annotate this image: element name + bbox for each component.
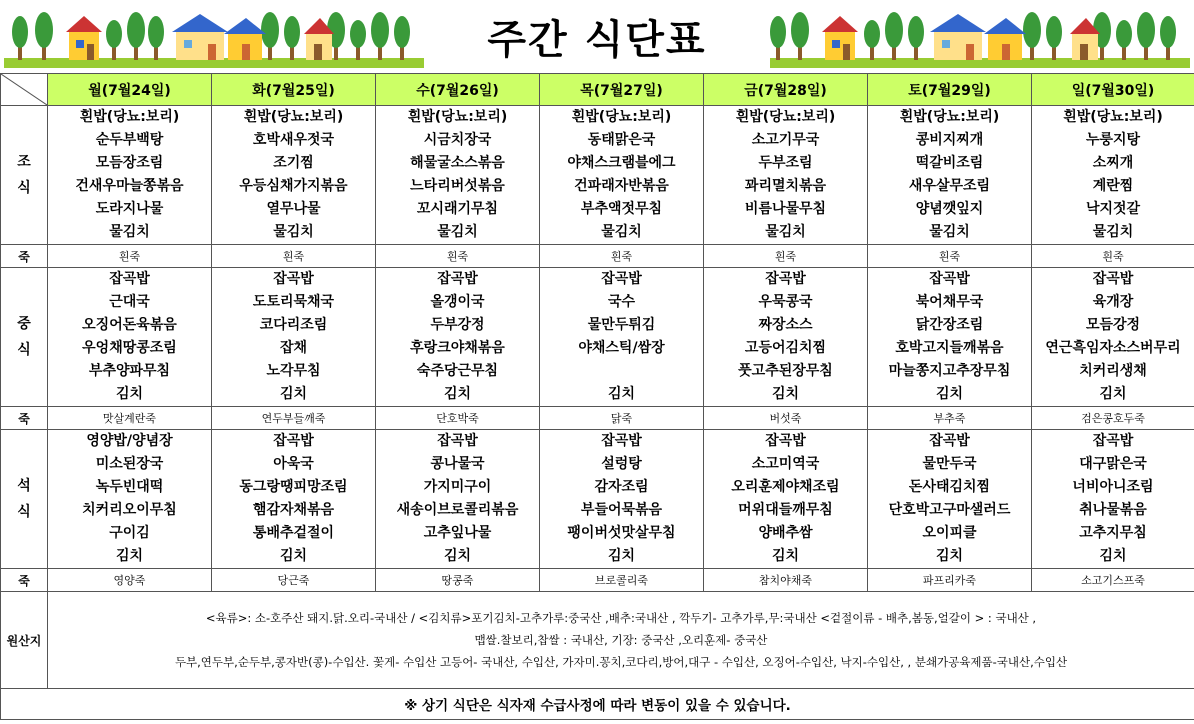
- dish-item: 노각무침: [266, 363, 321, 379]
- dish-item: 물만두튀김: [587, 317, 656, 333]
- dish-item: 흰밥(당뇨:보리): [735, 109, 836, 125]
- dish-item: 팽이버섯맛살무침: [567, 525, 676, 541]
- village-illustration-left: [4, 4, 424, 68]
- dish-item: 김치: [935, 386, 964, 402]
- dish-item: 가지미구이: [423, 479, 492, 495]
- juk-item: 단호박죽: [376, 407, 540, 430]
- dish-item: 김치: [771, 386, 800, 402]
- dish-item: 짜장소스: [758, 317, 813, 333]
- dish-item: 비름나물무침: [744, 201, 827, 217]
- dish-item: 잡곡밥: [437, 271, 478, 287]
- dish-item: 느타리버섯볶음: [410, 178, 505, 194]
- dish-item: 김치: [935, 548, 964, 564]
- dish-item: 호박고지들깨볶음: [895, 340, 1004, 356]
- juk-item: 흰죽: [48, 245, 212, 268]
- dish-item: 동태맑은국: [587, 132, 656, 148]
- meal-cell: [48, 430, 212, 569]
- dish-item: 설렁탕: [601, 456, 642, 472]
- dish-item: 양배추쌈: [758, 525, 813, 541]
- banner: [0, 0, 1194, 72]
- dish-item: 고추잎나물: [423, 525, 492, 541]
- meal-cell: [540, 430, 704, 569]
- juk-row: [1, 407, 1194, 430]
- origin-line: 두부,연두부,순두부,콩자반(콩)-수입산. 꽃게- 수입산 고등어- 국내산, 수입산, 가자미.꽁치,코다리,방어,대구 - 수입산, 오징어-수입산, 낙지-수입산, , 분쇄가공육제품-국내산,수입산: [174, 655, 1068, 669]
- origin-label: 원산지: [1, 592, 48, 689]
- dish-item: 김치: [443, 386, 472, 402]
- meal-cell: [1032, 430, 1194, 569]
- dish-item: 물김치: [437, 224, 478, 240]
- dish-item: 잡곡밥: [601, 271, 642, 287]
- dish-item: 계란찜: [1092, 178, 1134, 194]
- meal-row: [1, 106, 1194, 245]
- dish-item: 콩비지찌개: [915, 132, 984, 148]
- juk-item: 참치야채죽: [704, 569, 868, 592]
- dish-item: 순두부백탕: [95, 132, 164, 148]
- dish-item: 양념깻잎지: [915, 201, 984, 217]
- dish-item: 꼬시래기무침: [416, 201, 499, 217]
- dish-item: 잡곡밥: [765, 271, 806, 287]
- dish-item: 호박새우젓국: [252, 132, 335, 148]
- day-header: 일(7월30일): [1032, 74, 1194, 106]
- dish-item: 잡채: [279, 340, 308, 356]
- dish-item: 너비아니조림: [1072, 479, 1154, 495]
- dish-item: 돈사태김치찜: [908, 479, 991, 495]
- dish-item: 감자조림: [594, 479, 649, 495]
- dish-item: 모듬강정: [1085, 317, 1141, 333]
- origin-info: [48, 592, 1194, 689]
- dish-item: 모듬장조림: [95, 155, 164, 171]
- juk-item: 흰죽: [212, 245, 376, 268]
- juk-item: 검은콩호두죽: [1032, 407, 1194, 430]
- meal-cell: [212, 106, 376, 245]
- dish-item: 김치: [115, 386, 144, 402]
- meal-label: 조 식: [1, 106, 48, 245]
- weekly-menu-table: [0, 73, 1194, 720]
- dish-item: 물김치: [1092, 224, 1134, 240]
- dish-item: 물김치: [929, 224, 970, 240]
- dish-item: 열무나물: [266, 201, 321, 217]
- dish-item: 낙지젓갈: [1085, 201, 1141, 217]
- dish-item: 야채스크램블에그: [567, 155, 676, 171]
- day-header: 월(7월24일): [48, 74, 212, 106]
- juk-row: [1, 245, 1194, 268]
- dish-item: 오징어돈육볶음: [82, 317, 177, 333]
- meal-cell: [376, 268, 540, 407]
- dish-item: 치커리오이무침: [82, 502, 177, 518]
- dish-item: 김치: [115, 548, 144, 564]
- juk-item: 버섯죽: [704, 407, 868, 430]
- meal-cell: [704, 430, 868, 569]
- meal-cell: [1032, 268, 1194, 407]
- dish-item: 누룽지탕: [1085, 132, 1141, 148]
- origin-line: 맵쌀.찰보리,찹쌀 : 국내산, 기장: 중국산 ,오리훈제- 중국산: [474, 633, 768, 647]
- meal-cell: [868, 106, 1032, 245]
- dish-item: 소고미역국: [751, 456, 820, 472]
- dish-item: 흰밥(당뇨:보리): [407, 109, 508, 125]
- juk-item: 연두부들깨죽: [212, 407, 376, 430]
- dish-item: 머위대들깨무침: [738, 502, 833, 518]
- corner-cell: [1, 74, 48, 106]
- juk-label: 죽: [1, 569, 48, 592]
- dish-item: 김치: [1099, 386, 1127, 402]
- meal-cell: [704, 106, 868, 245]
- dish-item: 김치: [1099, 548, 1127, 564]
- dish-item: 물김치: [765, 224, 806, 240]
- dish-item: 잡곡밥: [1092, 433, 1134, 449]
- dish-item: 오리훈제야채조림: [731, 479, 840, 495]
- dish-item: 단호박고구마샐러드: [888, 502, 1011, 518]
- meal-cell: [212, 268, 376, 407]
- juk-row: [1, 569, 1194, 592]
- dish-item: 콩나물국: [430, 456, 485, 472]
- dish-item: 소고기무국: [751, 132, 820, 148]
- juk-item: 영양죽: [48, 569, 212, 592]
- dish-item: 흰밥(당뇨:보리): [571, 109, 672, 125]
- meal-cell: [48, 106, 212, 245]
- dish-item: 도토리묵채국: [252, 294, 335, 310]
- dish-item: 잡곡밥: [929, 271, 970, 287]
- dish-item: 잡곡밥: [109, 271, 150, 287]
- dish-item: 소찌개: [1092, 155, 1134, 171]
- dish-item: 김치: [771, 548, 800, 564]
- dish-item: 잡곡밥: [765, 433, 806, 449]
- dish-item: 김치: [443, 548, 472, 564]
- origin-row: [1, 592, 1194, 689]
- dish-item: 치커리생채: [1079, 363, 1147, 379]
- dish-item: 대구맑은국: [1079, 456, 1147, 472]
- dish-item: 꽈리멸치볶음: [744, 178, 827, 194]
- meal-row: [1, 430, 1194, 569]
- dish-item: 조기찜: [273, 155, 314, 171]
- dish-item: 육개장: [1092, 294, 1134, 310]
- dish-item: 물만두국: [922, 456, 977, 472]
- dish-item: 숙주당근무침: [416, 363, 499, 379]
- dish-item: 물김치: [601, 224, 642, 240]
- juk-item: 흰죽: [868, 245, 1032, 268]
- dish-item: 흰밥(당뇨:보리): [899, 109, 1000, 125]
- dish-item: [540, 360, 703, 383]
- dish-item: 풋고추된장무침: [738, 363, 833, 379]
- diagonal-line: [1, 74, 47, 105]
- meal-cell: [376, 106, 540, 245]
- village-illustration-right: [770, 4, 1190, 68]
- dish-item: 우묵콩국: [758, 294, 813, 310]
- dish-item: 잡곡밥: [273, 271, 314, 287]
- juk-item: 당근죽: [212, 569, 376, 592]
- dish-item: 녹두빈대떡: [95, 479, 164, 495]
- dish-item: 건파래자반볶음: [574, 178, 669, 194]
- day-header: 화(7월25일): [212, 74, 376, 106]
- dish-item: 김치: [279, 386, 308, 402]
- juk-item: 파프리카죽: [868, 569, 1032, 592]
- dish-item: 북어채무국: [915, 294, 984, 310]
- day-header: 금(7월28일): [704, 74, 868, 106]
- juk-item: 부추죽: [868, 407, 1032, 430]
- dish-item: 닭간장조림: [915, 317, 984, 333]
- dish-item: 잡곡밥: [273, 433, 314, 449]
- origin-line: <육류>: 소-호주산 돼지.닭.오리-국내산 / <김치류>포기김치-고추가루:중국산 ,배추:국내산 , 깍두기- 고추가루,무:국내산 <겉절이류 - 배추,봄동,얼갈이 > : 국내산 ,: [205, 611, 1037, 625]
- juk-item: 맛살계란죽: [48, 407, 212, 430]
- dish-item: 김치: [607, 386, 636, 402]
- dish-item: 우등심채가지볶음: [239, 178, 348, 194]
- dish-item: 잡곡밥: [437, 433, 478, 449]
- juk-item: 흰죽: [1032, 245, 1194, 268]
- juk-label: 죽: [1, 407, 48, 430]
- dish-item: 흰밥(당뇨:보리): [79, 109, 180, 125]
- dish-item: 국수: [607, 294, 636, 310]
- dish-item: 부추양파무침: [88, 363, 171, 379]
- meal-cell: [212, 430, 376, 569]
- meal-cell: [704, 268, 868, 407]
- dish-item: 동그랑땡피망조림: [239, 479, 348, 495]
- day-header: 목(7월27일): [540, 74, 704, 106]
- dish-item: 부추액젓무침: [580, 201, 663, 217]
- dish-item: 연근흑임자소스버무리: [1045, 340, 1181, 356]
- meal-cell: [868, 430, 1032, 569]
- day-header: 토(7월29일): [868, 74, 1032, 106]
- dish-item: 우엉채땅콩조림: [82, 340, 177, 356]
- meal-cell: [1032, 106, 1194, 245]
- dish-item: 후랑크야채볶음: [410, 340, 505, 356]
- juk-item: 브로콜리죽: [540, 569, 704, 592]
- juk-item: 흰죽: [540, 245, 704, 268]
- dish-item: 근대국: [109, 294, 150, 310]
- dish-item: 건새우마늘쫑볶음: [75, 178, 184, 194]
- dish-item: 영양밥/양념장: [86, 433, 173, 449]
- dish-item: 흰밥(당뇨:보리): [1063, 109, 1163, 125]
- dish-item: 아욱국: [273, 456, 314, 472]
- dish-item: 새우살무조림: [908, 178, 991, 194]
- meal-cell: [868, 268, 1032, 407]
- dish-item: 물김치: [109, 224, 150, 240]
- meal-row: [1, 268, 1194, 407]
- dish-item: 부들어묵볶음: [580, 502, 663, 518]
- dish-item: 올갱이국: [430, 294, 485, 310]
- dish-item: 해물굴소스볶음: [410, 155, 505, 171]
- dish-item: 고등어김치찜: [744, 340, 827, 356]
- juk-label: 죽: [1, 245, 48, 268]
- dish-item: 미소된장국: [95, 456, 164, 472]
- day-header: 수(7월26일): [376, 74, 540, 106]
- dish-item: 잡곡밥: [601, 433, 642, 449]
- dish-item: 햄감자채볶음: [252, 502, 335, 518]
- dish-item: 취나물볶음: [1079, 502, 1147, 518]
- meal-cell: [540, 106, 704, 245]
- meal-cell: [48, 268, 212, 407]
- meal-cell: [376, 430, 540, 569]
- dish-item: 마늘쫑지고추장무침: [888, 363, 1011, 379]
- dish-item: 오이피클: [922, 525, 977, 541]
- dish-item: 잡곡밥: [1092, 271, 1134, 287]
- meal-label: 석 식: [1, 430, 48, 569]
- dish-item: 시금치장국: [423, 132, 492, 148]
- dish-item: 김치: [607, 548, 636, 564]
- dish-item: 도라지나물: [95, 201, 164, 217]
- meal-cell: [540, 268, 704, 407]
- dish-item: 떡갈비조림: [915, 155, 984, 171]
- dish-item: 구이김: [109, 525, 150, 541]
- dish-item: 야채스틱/쌈장: [578, 340, 665, 356]
- page-title: 주간 식단표: [487, 16, 707, 63]
- notice-text: ※ 상기 식단은 식자재 수급사정에 따라 변동이 있을 수 있습니다.: [1, 689, 1194, 720]
- dish-item: 통배추겉절이: [252, 525, 335, 541]
- juk-item: 흰죽: [376, 245, 540, 268]
- dish-item: 김치: [279, 548, 308, 564]
- dish-item: 코다리조림: [259, 317, 328, 333]
- juk-item: 소고기스프죽: [1032, 569, 1194, 592]
- dish-item: 고추지무침: [1079, 525, 1147, 541]
- dish-item: 두부강정: [430, 317, 485, 333]
- juk-item: 땅콩죽: [376, 569, 540, 592]
- juk-item: 흰죽: [704, 245, 868, 268]
- dish-item: 새송이브로콜리볶음: [396, 502, 519, 518]
- dish-item: 잡곡밥: [929, 433, 970, 449]
- dish-item: 물김치: [273, 224, 314, 240]
- meal-label: 중 식: [1, 268, 48, 407]
- notice-row: [1, 689, 1194, 720]
- dish-item: 두부조림: [758, 155, 813, 171]
- juk-item: 닭죽: [540, 407, 704, 430]
- day-header-row: [1, 74, 1194, 106]
- dish-item: 흰밥(당뇨:보리): [243, 109, 344, 125]
